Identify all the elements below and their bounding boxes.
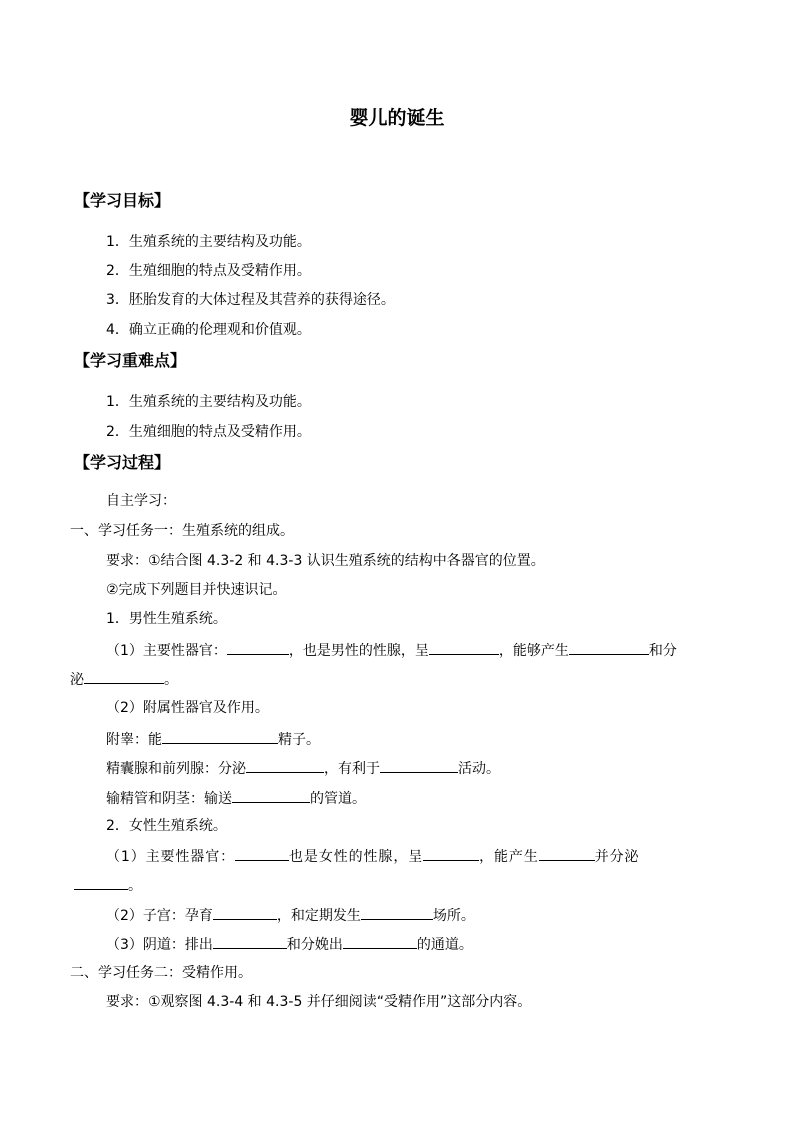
- task1-requirement-2: ②完成下列题目并快速识记。: [106, 582, 287, 598]
- female-q1-line-cont: [74, 874, 142, 896]
- question-text: ，和定期发生: [276, 908, 361, 924]
- question-text: （1）主要性器官：: [106, 849, 236, 865]
- fill-blank[interactable]: [246, 757, 324, 773]
- fill-blank[interactable]: [213, 904, 277, 920]
- question-text: ，能够产生: [498, 643, 569, 659]
- vagina-line: [106, 933, 473, 955]
- fill-blank[interactable]: [569, 639, 649, 655]
- question-text: ，有利于: [324, 761, 380, 777]
- fill-blank[interactable]: [235, 845, 289, 861]
- seminal-vesicle-line: [106, 757, 500, 779]
- goal-item: 2．生殖细胞的特点及受精作用。: [106, 263, 311, 279]
- document-title: 婴儿的诞生: [349, 107, 445, 129]
- question-text: 也是女性的性腺，呈: [289, 849, 424, 865]
- question-text: 场所。: [432, 908, 475, 924]
- fill-blank[interactable]: [227, 639, 289, 655]
- goal-item: 4．确立正确的伦理观和价值观。: [106, 322, 311, 338]
- question-text: 精囊腺和前列腺：分泌: [106, 761, 246, 777]
- question-text: 和分: [648, 643, 677, 659]
- self-study-label: 自主学习：: [106, 493, 176, 509]
- question-text: 的通道。: [416, 937, 473, 953]
- heading-key-points: 【学习重难点】: [74, 351, 187, 370]
- goal-item: 1．生殖系统的主要结构及功能。: [106, 234, 311, 250]
- heading-learning-goals: 【学习目标】: [74, 191, 171, 210]
- uterus-line: [106, 904, 475, 926]
- female-system-title: 2．女性生殖系统。: [106, 818, 227, 834]
- fill-blank[interactable]: [380, 757, 458, 773]
- key-point-item: 1．生殖系统的主要结构及功能。: [106, 394, 311, 410]
- task2-requirement-1: 要求：①观察图 4.3-4 和 4.3-5 并仔细阅读“受精作用”这部分内容。: [106, 994, 532, 1010]
- task1-requirement-1: 要求：①结合图 4.3-2 和 4.3-3 认识生殖系统的结构中各器官的位置。: [106, 553, 545, 569]
- fill-blank[interactable]: [361, 904, 433, 920]
- fill-blank[interactable]: [213, 933, 287, 949]
- male-q1-line-cont: [70, 668, 178, 690]
- male-q2-title: （2）附属性器官及作用。: [106, 700, 269, 716]
- question-text: （1）主要性器官：: [106, 643, 227, 659]
- question-text: 活动。: [458, 761, 500, 777]
- question-text: 。: [128, 878, 142, 894]
- fill-blank[interactable]: [429, 639, 499, 655]
- fill-blank[interactable]: [162, 728, 278, 744]
- question-text: 。: [164, 672, 178, 688]
- fill-blank[interactable]: [232, 787, 310, 803]
- fill-blank[interactable]: [74, 874, 128, 890]
- task1-title: 一、学习任务一：生殖系统的组成。: [70, 523, 294, 539]
- question-text: 泌: [70, 672, 84, 688]
- fill-blank[interactable]: [84, 668, 164, 684]
- task2-title: 二、学习任务二：受精作用。: [70, 965, 252, 981]
- epididymis-line: [106, 728, 320, 750]
- male-q1-line: [106, 639, 677, 661]
- question-text: ，能产生: [479, 849, 539, 865]
- fill-blank[interactable]: [423, 845, 479, 861]
- question-text: 输精管和阴茎：输送: [106, 791, 232, 807]
- fill-blank[interactable]: [539, 845, 595, 861]
- question-text: ，也是男性的性腺，呈: [288, 643, 429, 659]
- female-q1-line: [106, 845, 639, 867]
- key-point-item: 2．生殖细胞的特点及受精作用。: [106, 424, 311, 440]
- question-text: 并分泌: [594, 849, 640, 865]
- question-text: （2）子宫：孕育: [106, 908, 213, 924]
- male-system-title: 1．男性生殖系统。: [106, 611, 227, 627]
- question-text: 和分娩出: [286, 937, 343, 953]
- heading-learning-process: 【学习过程】: [74, 453, 171, 472]
- question-text: 精子。: [278, 732, 320, 748]
- question-text: 的管道。: [310, 791, 366, 807]
- vas-deferens-line: [106, 787, 366, 809]
- goal-item: 3．胚胎发育的大体过程及其营养的获得途径。: [106, 292, 395, 308]
- question-text: 附睾：能: [106, 732, 162, 748]
- question-text: （3）阴道：排出: [106, 937, 213, 953]
- fill-blank[interactable]: [343, 933, 417, 949]
